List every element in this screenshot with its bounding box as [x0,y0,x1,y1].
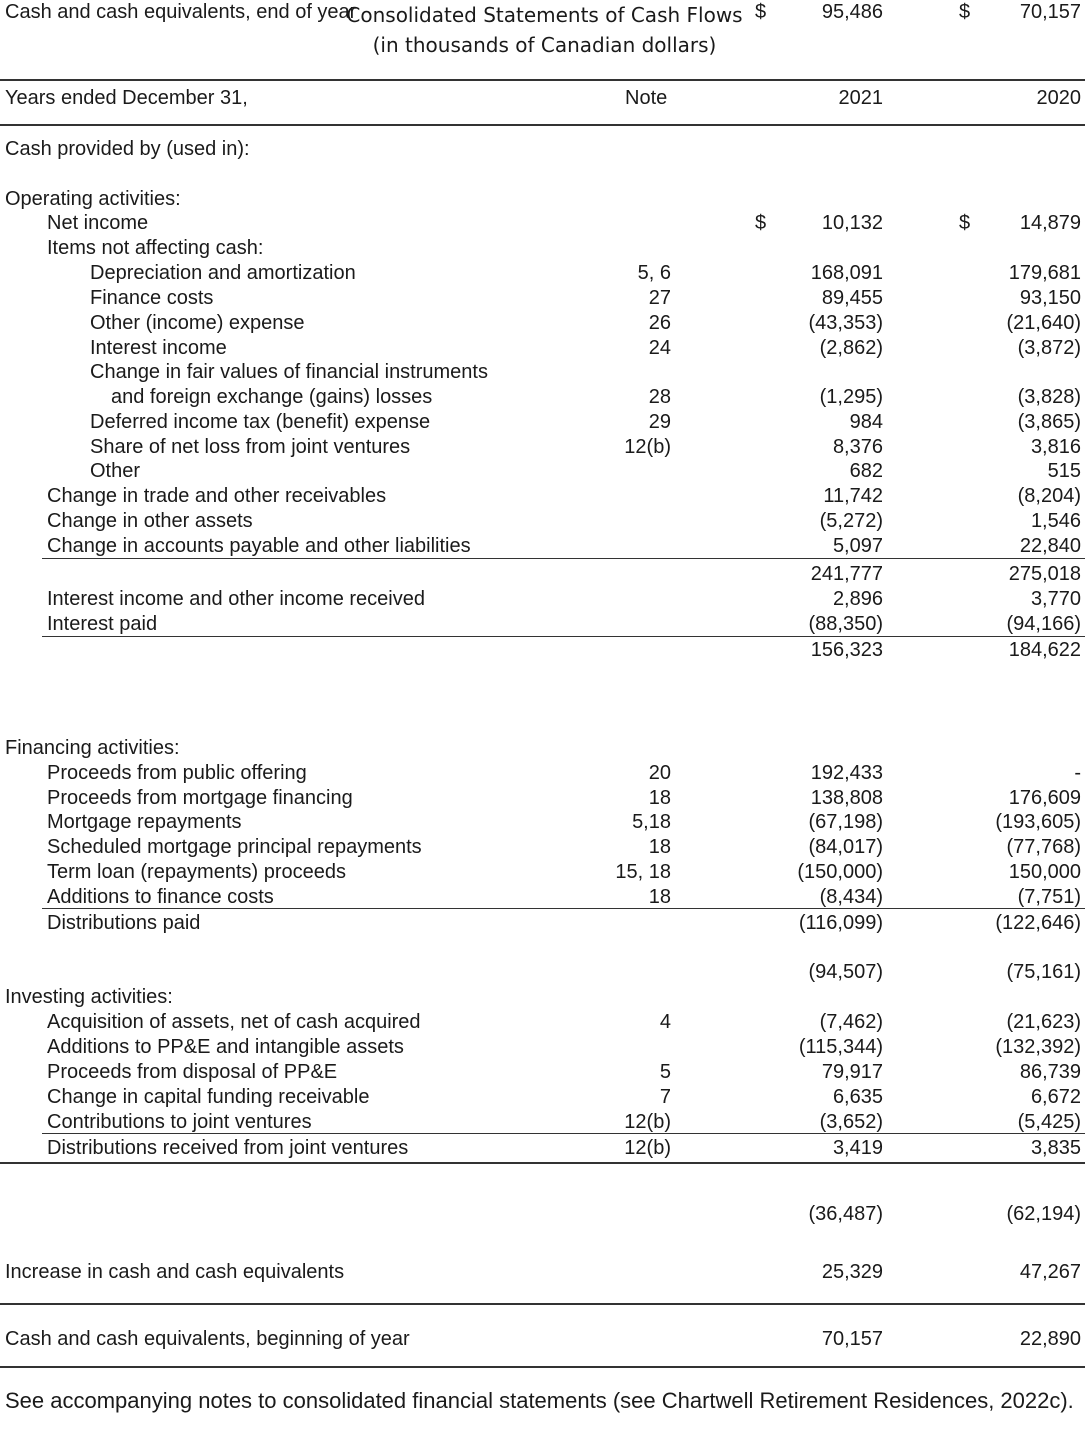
row-label: Scheduled mortgage principal repayments [47,836,422,858]
row-note: 18 [648,836,671,858]
header-note: Note [625,87,668,109]
row-label: Additions to PP&E and intangible assets [47,1036,404,1058]
row-label: Deferred income tax (benefit) expense [90,411,431,433]
row-label: Change in fair values of financial instruments [90,361,488,383]
row-note: 7 [659,1086,671,1108]
value-2021: 3,419 [832,1137,883,1159]
operating-total-rule [42,636,1085,637]
row-note: 24 [648,337,671,359]
table-row [0,459,1089,484]
value-2020: (122,646) [995,912,1081,934]
table-row [0,835,1089,860]
table-row [0,960,1089,985]
row-note: 15, 18 [615,861,671,883]
value-2021: 2,896 [832,588,883,610]
row-label: Mortgage repayments [47,811,242,833]
currency-symbol-2021: $ [755,212,767,234]
row-label: Interest paid [47,613,158,635]
currency-symbol-2020: $ [959,1,971,23]
value-2021: 95,486 [821,1,883,23]
table-row [0,786,1089,811]
currency-symbol-2020: $ [959,212,971,234]
row-note: 20 [648,762,671,784]
table-row [0,509,1089,534]
value-2021: 10,132 [821,212,883,234]
table-row [0,211,1089,236]
table-row [0,1202,1089,1227]
value-2020: 6,672 [1030,1086,1081,1108]
row-label: Cash provided by (used in): [5,138,250,160]
investing-total-rule [42,1133,1085,1134]
row-note: 5 [659,1061,671,1083]
value-2020: 14,879 [1019,212,1081,234]
value-2021: 241,777 [810,563,883,585]
row-note: 18 [648,787,671,809]
table-row [0,562,1089,587]
row-label: Cash and cash equivalents, end of year [5,1,357,23]
value-2020: (5,425) [1017,1111,1081,1133]
value-2020: 275,018 [1008,563,1081,585]
table-row [0,911,1089,936]
beginning-of-year-rule [0,1303,1085,1305]
value-2020: 150,000 [1008,861,1081,883]
row-label: Additions to finance costs [47,886,274,908]
header-2020: 2020 [1036,87,1081,109]
value-2021: 70,157 [821,1328,883,1350]
value-2020: 176,609 [1008,787,1081,809]
title-line-1: Consolidated Statements of Cash Flows [346,3,743,27]
table-row [0,236,1089,261]
value-2021: 79,917 [821,1061,883,1083]
value-2021: (115,344) [798,1036,883,1058]
table-row [0,985,1089,1010]
value-2021: (3,652) [819,1111,883,1133]
value-2021: 89,455 [821,287,883,309]
row-label: Change in accounts payable and other liabilities [47,535,471,557]
currency-symbol-2021: $ [755,1,767,23]
row-label: Interest income [90,337,227,359]
table-row [0,484,1089,509]
row-note: 12(b) [624,436,671,458]
table-row [0,286,1089,311]
row-label: Increase in cash and cash equivalents [5,1261,345,1283]
table-row [0,311,1089,336]
value-2020: (7,751) [1017,886,1081,908]
value-2021: 11,742 [823,485,883,507]
table-row [0,261,1089,286]
table-row [0,336,1089,361]
value-2021: (2,862) [819,337,883,359]
value-2021: (94,507) [808,961,883,983]
value-2020: 93,150 [1019,287,1081,309]
row-label: Other [90,460,141,482]
table-row [0,860,1089,885]
value-2021: 25,329 [821,1261,883,1283]
value-2021: 682 [849,460,883,482]
value-2020: 3,835 [1030,1137,1081,1159]
value-2020: (21,623) [1006,1011,1081,1033]
value-2020: - [1074,762,1081,784]
value-2021: 138,808 [810,787,883,809]
row-note: 5,18 [632,811,671,833]
value-2020: 1,546 [1030,510,1081,532]
table-row [0,612,1089,637]
value-2021: 192,433 [810,762,883,784]
value-2020: 47,267 [1019,1261,1081,1283]
table-row [0,1010,1089,1035]
row-label: Net income [47,212,149,234]
header-top-rule [0,79,1085,81]
table-row [0,534,1089,559]
table-row [0,1085,1089,1110]
value-2020: (75,161) [1006,961,1081,983]
table-row [0,638,1089,663]
value-2021: (150,000) [797,861,883,883]
value-2020: (21,640) [1006,312,1081,334]
value-2021: (43,353) [808,312,883,334]
table-row [0,410,1089,435]
value-2020: 3,770 [1030,588,1081,610]
header-bottom-rule [0,124,1085,126]
row-label: Distributions paid [47,912,201,934]
value-2020: 184,622 [1008,639,1081,661]
value-2020: 22,840 [1019,535,1081,557]
row-label: Finance costs [90,287,214,309]
row-label: Change in capital funding receivable [47,1086,370,1108]
row-note: 5, 6 [637,262,671,284]
value-2020: (132,392) [995,1036,1081,1058]
table-row [0,885,1089,910]
value-2020: (8,204) [1017,485,1081,507]
row-label: Acquisition of assets, net of cash acquired [47,1011,421,1033]
table-row [0,187,1089,212]
value-2021: 5,097 [832,535,883,557]
row-note: 26 [648,312,671,334]
value-2020: (193,605) [995,811,1081,833]
value-2021: (116,099) [798,912,883,934]
row-label: Items not affecting cash: [47,237,264,259]
header-2021: 2021 [838,87,883,109]
value-2021: 8,376 [832,436,883,458]
row-note: 12(b) [624,1137,671,1159]
row-label: Change in trade and other receivables [47,485,387,507]
operating-subtotal-rule [42,558,1085,559]
value-2020: 515 [1047,460,1081,482]
value-2021: (7,462) [819,1011,883,1033]
table-row [0,810,1089,835]
row-label: Other (income) expense [90,312,305,334]
value-2020: (3,865) [1017,411,1081,433]
row-note: 12(b) [624,1111,671,1133]
value-2021: (5,272) [819,510,883,532]
row-label: Interest income and other income received [47,588,425,610]
financing-total-rule [42,908,1085,909]
table-row [0,385,1089,410]
row-label: Change in other assets [47,510,253,532]
table-row [0,587,1089,612]
row-label: Contributions to joint ventures [47,1111,312,1133]
value-2021: (36,487) [808,1203,883,1225]
row-note: 27 [648,287,671,309]
table-row [0,736,1089,761]
table-row [0,1035,1089,1060]
row-label: Share of net loss from joint ventures [90,436,411,458]
value-2020: 179,681 [1008,262,1081,284]
value-2020: (3,872) [1017,337,1081,359]
value-2020: (3,828) [1017,386,1081,408]
end-of-year-rule [0,1366,1085,1368]
row-note: 18 [648,886,671,908]
title-line-2: (in thousands of Canadian dollars) [372,33,717,57]
value-2021: (1,295) [819,386,883,408]
table-row [0,435,1089,460]
value-2020: 3,816 [1030,436,1081,458]
row-note: 28 [648,386,671,408]
value-2020: 22,890 [1019,1328,1081,1350]
row-label: Depreciation and amortization [90,262,356,284]
value-2021: (8,434) [819,886,883,908]
row-label: Proceeds from mortgage financing [47,787,353,809]
value-2021: 168,091 [810,262,883,284]
value-2021: 156,323 [810,639,883,661]
value-2021: (88,350) [808,613,883,635]
value-2021: (67,198) [808,811,883,833]
value-2021: 984 [849,411,883,433]
row-label: Term loan (repayments) proceeds [47,861,347,883]
row-label: Proceeds from disposal of PP&E [47,1061,338,1083]
table-row [0,1260,1089,1285]
table-row [0,360,1089,385]
value-2020: (62,194) [1006,1203,1081,1225]
table-row [0,1110,1089,1135]
row-note: 29 [648,411,671,433]
row-label: Cash and cash equivalents, beginning of year [5,1328,410,1350]
header-years-label: Years ended December 31, [5,87,248,109]
value-2021: (84,017) [808,836,883,858]
column-header-row [0,86,1089,111]
investing-section-end-rule [0,1162,1085,1164]
value-2021: 6,635 [832,1086,883,1108]
row-label: Proceeds from public offering [47,762,307,784]
value-2020: (77,768) [1006,836,1081,858]
table-row [0,1060,1089,1085]
table-row [0,0,1089,25]
row-label: Investing activities: [5,986,173,1008]
table-row [0,1136,1089,1161]
value-2020: 86,739 [1019,1061,1081,1083]
footnote: See accompanying notes to consolidated financial statements (see Chartwell Retirement Residences, 2022c). [5,1388,1074,1413]
row-label: Operating activities: [5,188,181,210]
table-row [0,137,1089,162]
row-label: and foreign exchange (gains) losses [111,386,433,408]
table-row [0,1327,1089,1352]
row-label: Financing activities: [5,737,180,759]
row-label: Distributions received from joint ventures [47,1137,409,1159]
value-2020: 70,157 [1019,1,1081,23]
row-note: 4 [659,1011,671,1033]
value-2020: (94,166) [1006,613,1081,635]
table-row [0,761,1089,786]
